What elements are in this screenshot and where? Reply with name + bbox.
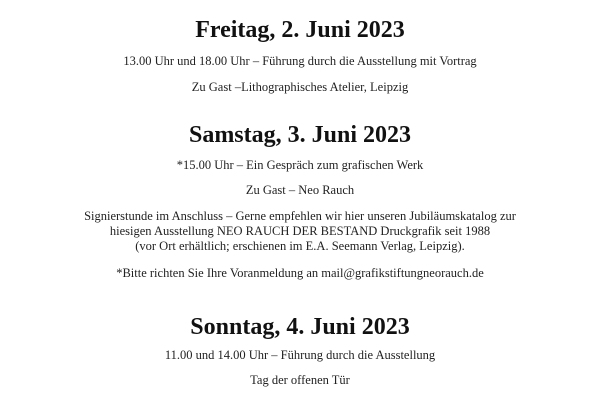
day-heading-sunday: Sonntag, 4. Juni 2023 (190, 314, 410, 340)
day-heading-friday: Freitag, 2. Juni 2023 (195, 17, 405, 43)
signing-paragraph-line: Signierstunde im Anschluss – Gerne empfehlen wir hier unseren Jubiläumskatalog zur (84, 209, 516, 223)
guest-text: Zu Gast – Neo Rauch (245, 183, 355, 197)
signing-paragraph-line: hiesigen Ausstellung NEO RAUCH DER BESTAND Druckgrafik seit 1988 (109, 224, 491, 238)
guest-text: Zu Gast –Lithographisches Atelier, Leipzig (191, 80, 409, 94)
day-heading-saturday: Samstag, 3. Juni 2023 (188, 122, 412, 148)
registration-note: *Bitte richten Sie Ihre Voranmeldung an mail@grafikstiftungneorauch.de (116, 266, 484, 280)
event-time-text: 11.00 und 14.00 Uhr – Führung durch die Ausstellung (164, 348, 436, 362)
open-day-text: Tag der offenen Tür (250, 373, 350, 387)
event-time-text: 13.00 Uhr und 18.00 Uhr – Führung durch die Ausstellung mit Vortrag (123, 54, 477, 68)
signing-paragraph-line: (vor Ort erhältlich; erschienen im E.A. Seemann Verlag, Leipzig). (135, 239, 465, 253)
event-time-text: *15.00 Uhr – Ein Gespräch zum grafischen Werk (176, 158, 424, 172)
